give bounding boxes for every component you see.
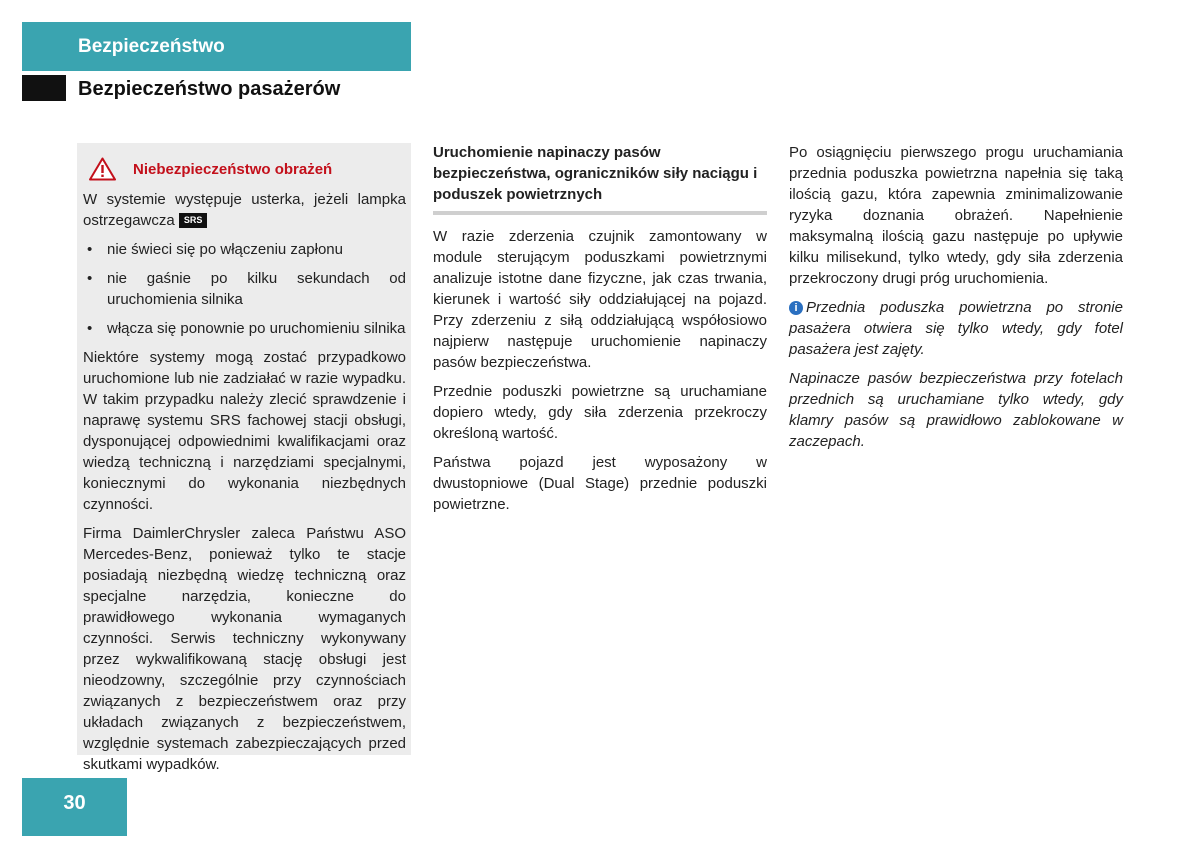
warning-intro-text: W systemie występuje usterka, jeżeli lampka ostrzegawcza <box>83 191 406 229</box>
list-item: • nie świeci się po włączeniu zapłonu <box>83 239 406 260</box>
header-marker <box>22 75 66 101</box>
page-title: Bezpieczeństwo pasażerów <box>78 78 341 100</box>
page-number: 30 <box>22 778 127 836</box>
info-note-text: Przednia poduszka powietrzna po stronie pasażera otwiera się tylko wtedy, gdy fotel pasażera jest zajęty. <box>789 299 1123 358</box>
column-2-paragraph-3: Państwa pojazd jest wyposażony w dwustopniowe (Dual Stage) przednie poduszki powietrzne. <box>433 454 767 513</box>
warning-box <box>77 143 411 773</box>
warning-bullet-list <box>83 239 406 339</box>
warning-header <box>83 157 406 181</box>
list-item: • włącza się ponownie po uruchomieniu silnika <box>83 318 406 339</box>
warning-triangle-icon <box>89 157 116 181</box>
seatbelt-note: Napinacze pasów bezpieczeństwa przy fotelach przednich są uruchamiane tylko wtedy, gdy klamry pasów są prawidłowo zablokowane w zaczepach. <box>789 370 1123 450</box>
warning-paragraph-1: Niektóre systemy mogą zostać przypadkowo uruchomione lub nie zadziałać w razie wypadku. W takim przypadku należy zlecić sprawdzenie i naprawę systemu SRS fachowej stacji obsługi, dysponującej odpowiednimi kwalifikacjami oraz wiedzą techniczną i narzędziami specjalnymi, koniecznymi do wykonania niezbędnych czynności. <box>83 349 406 513</box>
heading-divider <box>433 211 767 215</box>
section-header: Bezpieczeństwo <box>22 22 411 71</box>
column-3-paragraph-1: Po osiągnięciu pierwszego progu uruchamiania przednia poduszka powietrzna napełnia się taką ilością gazu, która zapewnia zminimalizowanie ryzyka doznania obrażeń. Napełnienie maksymalną ilością gazu następuje po upływie kilku milisekund, tylko wtedy, gdy siła zderzenia przekroczony drugi próg uruchomienia. <box>789 144 1123 287</box>
column-2-heading: Uruchomienie napinaczy pasów bezpieczeństwa, ograniczników siły naciągu i poduszek powietrznych <box>433 144 758 203</box>
info-note <box>789 297 1123 360</box>
list-item: • nie gaśnie po kilku sekundach od uruchomienia silnika <box>83 268 406 310</box>
column-2-paragraph-2: Przednie poduszki powietrzne są uruchamiane dopiero wtedy, gdy siła zderzenia przekroczy określoną wartość. <box>433 383 767 442</box>
warning-paragraph-2: Firma DaimlerChrysler zaleca Państwu ASO Mercedes-Benz, ponieważ tylko te stacje posiadają niezbędną wiedzę techniczną oraz specjalne narzędzia, konieczne do prawidłowego wykonania wymaganych czynności. Serwis techniczny wykonywany przez wykwalifikowaną stację obsługi jest nieodzowny, szczególnie przy czynnościach związanych z bezpieczeństwem oraz przy układach związanych z bezpieczeństwem, względnie systemach zabezpieczających przed skutkami wypadków. <box>83 525 406 773</box>
column-2 <box>433 142 767 523</box>
column-3 <box>789 142 1123 460</box>
warning-title: Niebezpieczeństwo obrażeń <box>133 160 333 178</box>
srs-badge: SRS <box>179 213 208 228</box>
column-2-paragraph-1: W razie zderzenia czujnik zamontowany w module sterującym poduszkami powietrznymi analizuje istotne dane fizyczne, jak czas trwania, kierunek i wartość siły oddziałującej na pojazd. Przy zderzeniu z siłą oddziałującą współosiowo najpierw następuje uruchomienie napinaczy pasów bezpieczeństwa. <box>433 228 767 371</box>
info-icon: i <box>789 301 803 315</box>
warning-intro <box>83 189 406 231</box>
